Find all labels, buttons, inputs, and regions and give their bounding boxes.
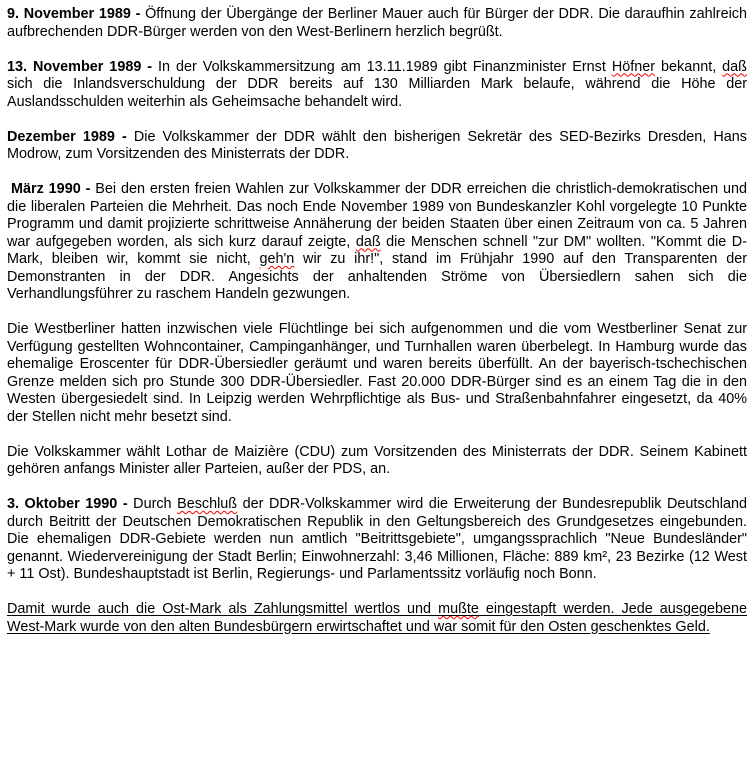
entry-text: die Menschen schnell "zur DM" wollten. "Kommt die D-Mark, bleiben wir, kommt sie nicht, (7, 233, 747, 267)
entry-text: Bei den ersten freien Wahlen zur Volkskammer der DDR erreichen die christlich-demokratischen und die liberalen Parteien die Mehrheit. Das noch Ende November 1989 von Bundeskanzler Kohl vorgelegte 10 Punkte Programm und damit projizierte schrittweise Annäherung der beiden Staaten über einen Zeitraum von ca. 5 Jahren war aufgegeben worden, als sich kurz darauf zeigte, (7, 181, 747, 250)
entry-text: wir zu ihr!", stand im Frühjahr 1990 auf den Transparenten der Demonstranten in der DDR. Angesichts der anhaltenden Ströme von Übersiedlern sahen sich die Verhandlungsführer zu raschem Handeln gezwungen. (7, 251, 747, 302)
entry-text: Die Volkskammer wählt Lothar de Maizière (CDU) zum Vorsitzenden des Ministerrats der DDR. Seinem Kabinett gehören anfangs Minister aller Parteien, außer der PDS, an. (7, 443, 747, 477)
entry-text: Öffnung der Übergänge der Berliner Mauer auch für Bürger der DDR. Die daraufhin zahlreich aufbrechenden DDR-Bürger werden von den West-Berlinern herzlich begrüßt. (7, 6, 747, 40)
spellcheck-word: Höfner (611, 58, 656, 75)
spellcheck-word: Beschluß (177, 496, 238, 512)
entry-date: 3. Oktober 1990 - (7, 496, 134, 512)
paragraph-ost-mark (7, 601, 747, 636)
entry-13-november-1989 (7, 59, 747, 112)
spellcheck-word: mußte (438, 601, 479, 617)
spellcheck-word: geh'n (259, 251, 295, 267)
entry-3-oktober-1990 (7, 496, 747, 584)
entry-text: Damit wurde auch die Ost-Mark als Zahlungsmittel wertlos und (7, 601, 439, 617)
entry-text: sich die Inlandsverschuldung der DDR bereits auf 130 Milliarden Mark belaufe, während die Höhe der Auslandsschulden weiterhin als Geheimsache behandelt wird. (7, 76, 747, 110)
entry-text: Durch (133, 496, 178, 512)
entry-date: 9. November 1989 - (7, 6, 146, 22)
entry-text: Die Westberliner hatten inzwischen viele Flüchtlinge bei sich aufgenommen und die vom Westberliner Senat zur Verfügung gestellten Wohncontainer, Campinganhänger, und Turnhallen waren überbelegt. In Hamburg wurde das ehemalige Eroscenter für DDR-Übersiedler geräumt und waren bereits überfüllt. An der bayerisch-tschechischen Grenze melden sich pro Stunde 300 DDR-Übersiedler. Fast 20.000 DDR-Bürger sind es an einem Tag die in den Westen übergesiedelt sind. In Leipzig werden Wehrpflichtige als Bus- und Straßenbahnfahrer eingesetzt, da 40% der Stellen nicht mehr besetzt sind. (7, 321, 747, 425)
entry-text: In der Volkskammersitzung am 13.11.1989 gibt Finanzminister Ernst (158, 58, 612, 75)
paragraph-volkskammer-maiziere (7, 444, 747, 479)
entry-text: eingestapft werden. Jede ausgegebene West-Mark wurde von den alten Bundesbürgern erwirtschaftet und war somit für den Osten geschenktes Geld. (7, 601, 747, 635)
entry-date: März 1990 - (11, 181, 96, 197)
entry-date: 13. November 1989 - (7, 58, 159, 75)
entry-dezember-1989 (7, 129, 747, 164)
spellcheck-word: daß (355, 233, 381, 250)
entry-date: Dezember 1989 - (7, 128, 134, 145)
entry-9-november-1989 (7, 6, 747, 41)
entry-text: der DDR-Volkskammer wird die Erweiterung der Bundesrepublik Deutschland durch Beitritt der Deutschen Demokratischen Republik in den Geltungsbereich des Grundgesetzes eingebunden. Die ehemaligen DDR-Gebiete werden nun amtlich "Beitrittsgebiete", umgangssprachlich "Neue Bundesländer" genannt. Wiedervereinigung der Stadt Berlin; Einwohnerzahl: 3,46 Millionen, Fläche: 889 km², 23 Bezirke (12 West + 11 Ost). Bundeshauptstadt ist Berlin, Regierungs- und Parlamentssitz vorläufig noch Bonn. (7, 496, 747, 582)
entry-text: Die Volkskammer der DDR wählt den bisherigen Sekretär des SED-Bezirks Dresden, Hans Modrow, zum Vorsitzenden des Ministerrats der DDR. (7, 128, 747, 162)
entry-text: bekannt, (655, 58, 723, 75)
entry-maerz-1990 (7, 181, 747, 304)
paragraph-westberliner (7, 321, 747, 426)
spellcheck-word: daß (722, 58, 747, 75)
